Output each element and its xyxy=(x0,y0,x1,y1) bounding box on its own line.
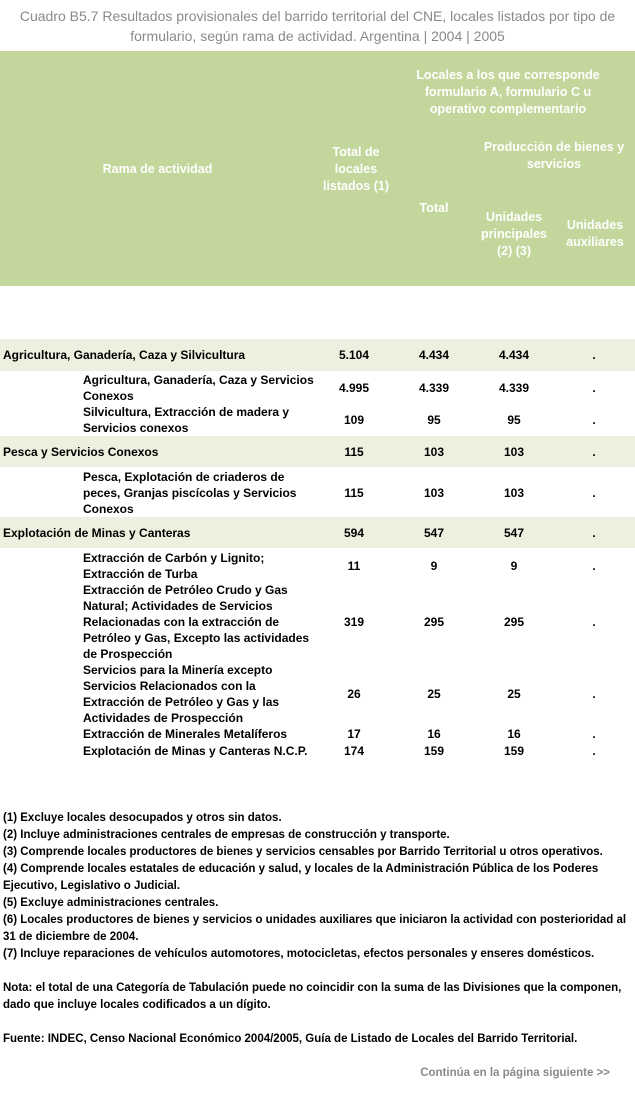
cell-auxiliares: . xyxy=(592,744,596,758)
row-label: Extracción de Minerales Metalíferos xyxy=(83,727,288,741)
continue-link[interactable]: Continúa en la página siguiente >> xyxy=(420,1067,610,1079)
table-row xyxy=(0,662,635,726)
cell-total-listados: 109 xyxy=(343,413,365,427)
header-unidades-principales: Unidades principales (2) (3) xyxy=(481,210,547,258)
row-label: Extracción de Carbón y Lignito; Extracción de Turba xyxy=(83,551,265,581)
cell-total: 95 xyxy=(427,413,441,427)
table-row xyxy=(0,743,635,759)
row-label: Silvicultura, Extracción de madera y Servicios conexos xyxy=(83,405,290,435)
cell-principales: 25 xyxy=(507,687,521,701)
cell-principales: 4.339 xyxy=(498,381,530,395)
cell-auxiliares: . xyxy=(592,559,596,573)
cell-auxiliares: . xyxy=(592,348,596,362)
cell-principales: 95 xyxy=(507,413,521,427)
cell-auxiliares: . xyxy=(592,445,596,459)
cell-auxiliares: . xyxy=(592,413,596,427)
cell-total-listados: 5.104 xyxy=(338,348,370,362)
table-row xyxy=(0,726,635,742)
cell-auxiliares: . xyxy=(592,687,596,701)
cell-principales: 9 xyxy=(510,559,518,573)
cell-total: 103 xyxy=(423,445,445,459)
table-row xyxy=(0,404,635,436)
cell-auxiliares: . xyxy=(592,615,596,629)
row-label: Explotación de Minas y Canteras N.C.P. xyxy=(83,744,308,758)
table-row xyxy=(0,339,635,371)
table-row xyxy=(0,550,635,582)
cell-total-listados: 26 xyxy=(347,687,361,701)
title-line-1: Cuadro B5.7 Resultados provisionales del barrido territorial del CNE, locales listados por tipo de xyxy=(19,8,616,24)
row-label: Pesca, Explotación de criaderos de peces, Granjas piscícolas y Servicios Conexos xyxy=(83,470,297,516)
cell-auxiliares: . xyxy=(592,526,596,540)
header-rama: Rama de actividad xyxy=(102,162,213,176)
cell-total: 4.339 xyxy=(418,381,450,395)
cell-total: 4.434 xyxy=(418,348,450,362)
cell-total-listados: 115 xyxy=(344,486,364,500)
footnote: (4) Comprende locales estatales de educación y salud, y locales de la Administración Pública de los Poderes Ejecutivo, Legislativo o Judicial. xyxy=(3,863,599,892)
header-group-top: Locales a los que corresponde formulario A, formulario C u operativo complementario xyxy=(416,68,600,116)
cell-principales: 4.434 xyxy=(498,348,530,362)
title-line-2: formulario, según rama de actividad. Argentina | 2004 | 2005 xyxy=(130,28,505,44)
table-title xyxy=(0,6,635,46)
cell-principales: 103 xyxy=(503,486,525,500)
cell-total-listados: 11 xyxy=(347,559,361,573)
cell-auxiliares: . xyxy=(592,486,596,500)
cell-auxiliares: . xyxy=(592,381,596,395)
footnote: (6) Locales productores de bienes y servicios o unidades auxiliares que iniciaron la actividad con posterioridad al 31 de diciembre de 2004. xyxy=(3,914,627,943)
cell-total: 103 xyxy=(423,486,445,500)
row-label: Agricultura, Ganadería, Caza y Servicios Conexos xyxy=(83,373,314,403)
cell-total-listados: 4.995 xyxy=(338,381,370,395)
cell-principales: 16 xyxy=(507,727,521,741)
row-label: Extracción de Petróleo Crudo y Gas Natural; Actividades de Servicios Relacionadas con la extracción de Petróleo y Gas, Excepto las actividades de Prospección xyxy=(83,583,310,661)
row-label: Explotación de Minas y Canteras xyxy=(3,526,191,540)
table-header xyxy=(0,51,635,286)
cell-total: 159 xyxy=(423,744,445,758)
footnote: (1) Excluye locales desocupados y otros sin datos. xyxy=(3,812,282,824)
cell-principales: 547 xyxy=(503,526,525,540)
header-total: Total xyxy=(419,201,449,215)
cell-principales: 295 xyxy=(503,615,525,629)
footnote: (2) Incluye administraciones centrales de empresas de construcción y transporte. xyxy=(3,829,450,841)
row-label: Servicios para la Minería excepto Servicios Relacionados con la Extracción de Petróleo y Gas y las Actividades de Prospección xyxy=(83,663,280,725)
row-label: Agricultura, Ganadería, Caza y Silvicultura xyxy=(3,348,246,362)
cell-total: 25 xyxy=(427,687,441,701)
cell-total: 547 xyxy=(423,526,445,540)
header-unidades-auxiliares: Unidades auxiliares xyxy=(566,218,624,249)
header-total-listados: Total de locales listados (1) xyxy=(323,145,389,193)
cell-auxiliares: . xyxy=(592,727,596,741)
table-row xyxy=(0,436,635,467)
note: Nota: el total de una Categoría de Tabulación puede no coincidir con la suma de las Divisiones que la componen, dado que incluye locales codificados a un dígito. xyxy=(3,982,622,1011)
cell-total: 9 xyxy=(430,559,438,573)
footnote: (5) Excluye administraciones centrales. xyxy=(3,897,219,909)
footnote: (3) Comprende locales productores de bienes y servicios censables por Barrido Territorial u otros operativos. xyxy=(3,846,603,858)
cell-total-listados: 319 xyxy=(343,615,365,629)
table-row xyxy=(0,372,635,404)
footnote: (7) Incluye reparaciones de vehículos automotores, motocicletas, efectos personales y enseres domésticos. xyxy=(3,948,595,960)
source: Fuente: INDEC, Censo Nacional Económico 2004/2005, Guía de Listado de Locales del Barrido Territorial. xyxy=(3,1033,578,1045)
cell-principales: 103 xyxy=(503,445,525,459)
cell-principales: 159 xyxy=(503,744,525,758)
cell-total: 16 xyxy=(427,727,441,741)
footnotes xyxy=(3,810,633,1048)
table-row xyxy=(0,517,635,548)
row-label: Pesca y Servicios Conexos xyxy=(3,445,159,459)
table-row xyxy=(0,582,635,662)
cell-total-listados: 594 xyxy=(343,526,365,540)
cell-total-listados: 17 xyxy=(347,727,361,741)
header-produccion: Producción de bienes y servicios xyxy=(483,140,625,171)
cell-total-listados: 174 xyxy=(343,744,365,758)
cell-total: 295 xyxy=(423,615,445,629)
cell-total-listados: 115 xyxy=(344,445,364,459)
table-row xyxy=(0,469,635,517)
